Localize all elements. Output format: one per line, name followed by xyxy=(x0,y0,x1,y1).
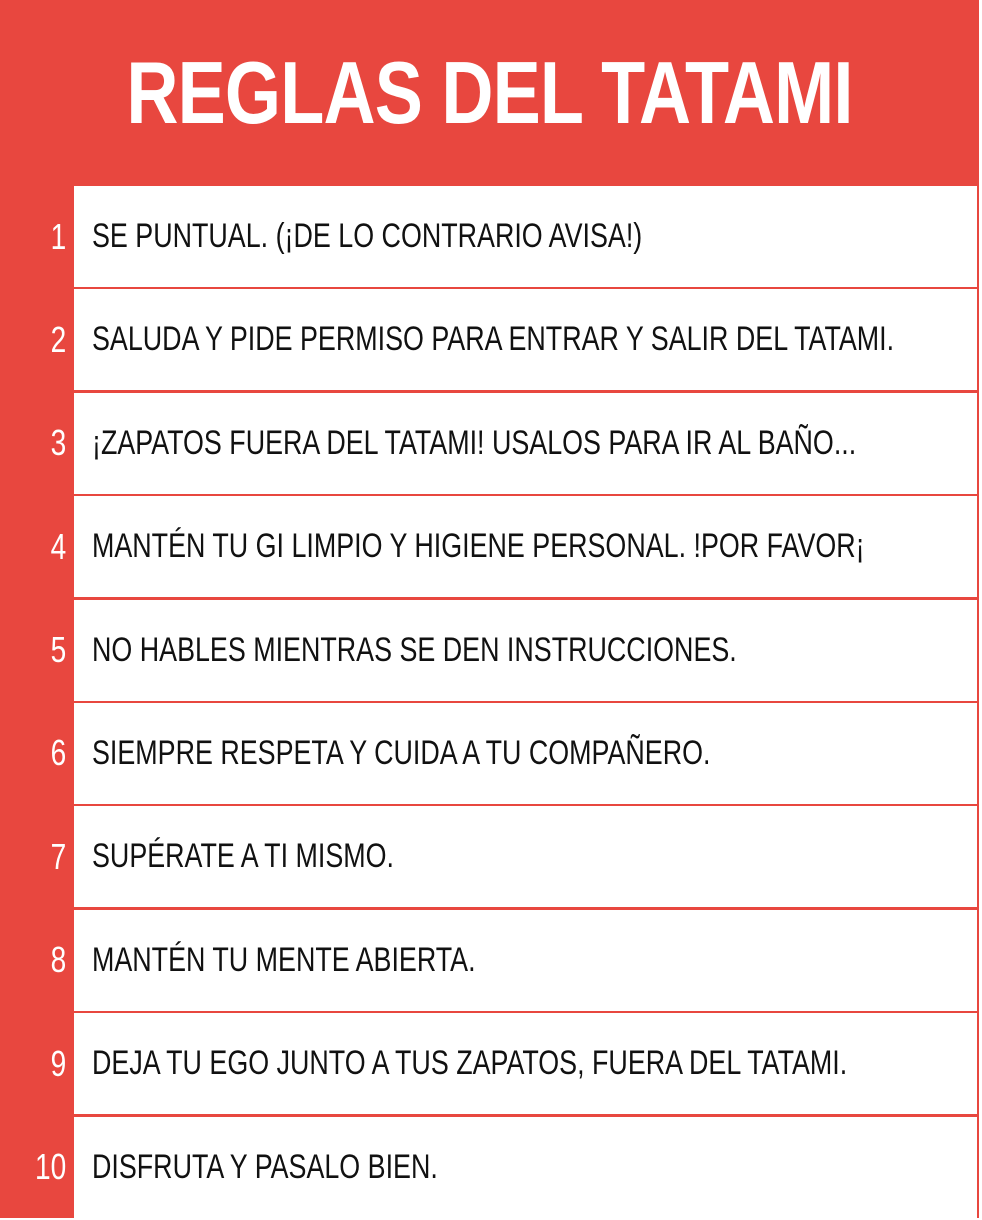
rule-text: ¡ZAPATOS FUERA DEL TATAMI! USALOS PARA IR AL BAÑO... xyxy=(92,423,857,462)
rule-text: DISFRUTA Y PASALO BIEN. xyxy=(92,1147,438,1186)
rule-number: 10 xyxy=(34,1146,67,1188)
list-item xyxy=(0,393,979,494)
rule-text: MANTÉN TU GI LIMPIO Y HIGIENE PERSONAL. !POR FAVOR¡ xyxy=(92,527,865,566)
rule-box xyxy=(74,496,977,597)
rule-text: DEJA TU EGO JUNTO A TUS ZAPATOS, FUERA DEL TATAMI. xyxy=(92,1044,848,1083)
rule-box xyxy=(74,289,977,390)
list-item xyxy=(0,496,979,597)
list-item xyxy=(0,1117,979,1218)
rule-text: SIEMPRE RESPETA Y CUIDA A TU COMPAÑERO. xyxy=(92,733,711,772)
rule-number: 5 xyxy=(50,629,67,671)
list-item xyxy=(0,289,979,390)
list-item xyxy=(0,1013,979,1114)
list-item xyxy=(0,600,979,701)
list-item xyxy=(0,910,979,1011)
list-item xyxy=(0,806,979,907)
rules-list xyxy=(0,186,979,1220)
poster-title: REGLAS DEL TATAMI xyxy=(126,43,853,142)
rule-number: 4 xyxy=(50,525,67,567)
rule-text: MANTÉN TU MENTE ABIERTA. xyxy=(92,940,476,979)
rule-number: 3 xyxy=(50,422,67,464)
rule-number: 9 xyxy=(50,1042,67,1084)
rule-text: SE PUNTUAL. (¡DE LO CONTRARIO AVISA!) xyxy=(92,217,643,255)
rule-box xyxy=(74,806,977,907)
rule-text: SUPÉRATE A TI MISMO. xyxy=(92,837,395,876)
rule-box xyxy=(74,703,977,804)
rule-box xyxy=(74,1117,977,1218)
rule-box xyxy=(74,393,977,494)
rule-box xyxy=(74,600,977,701)
rule-text: SALUDA Y PIDE PERMISO PARA ENTRAR Y SALIR DEL TATAMI. xyxy=(92,320,895,359)
rule-number: 8 xyxy=(50,939,67,981)
list-item xyxy=(0,186,979,287)
rule-number: 2 xyxy=(50,318,67,360)
rule-number: 7 xyxy=(50,835,67,877)
rule-box xyxy=(74,186,977,287)
rule-text: NO HABLES MIENTRAS SE DEN INSTRUCCIONES. xyxy=(92,630,737,669)
rule-number: 1 xyxy=(50,215,67,257)
rule-number: 6 xyxy=(50,732,67,774)
rule-box xyxy=(74,910,977,1011)
rule-box xyxy=(74,1013,977,1114)
list-item xyxy=(0,703,979,804)
